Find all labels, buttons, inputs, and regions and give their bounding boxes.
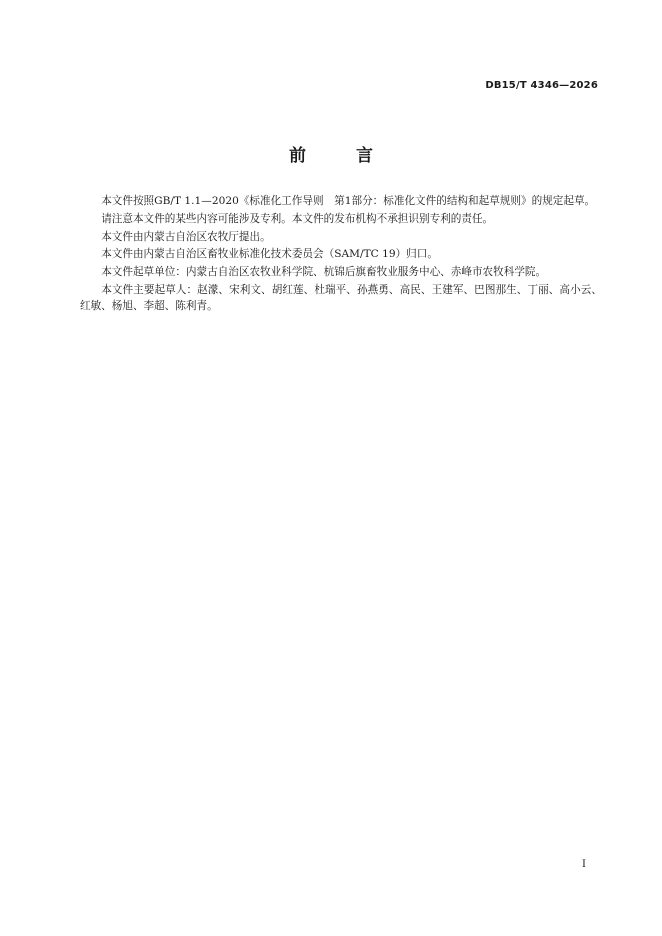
paragraph-drafting-rules: 本文件按照GB/T 1.1—2020《标准化工作导则 第1部分：标准化文件的结构和起草规则》的规定起草。	[101, 195, 596, 207]
paragraph-committee: 本文件由内蒙古自治区畜牧业标准化技术委员会（SAM/TC 19）归口。	[101, 248, 438, 261]
paragraph-patent-notice: 请注意本文件的某些内容可能涉及专利。本文件的发布机构不承担识别专利的责任。	[101, 212, 494, 225]
paragraph-proposer: 本文件由内蒙古自治区农牧厅提出。	[101, 230, 271, 243]
foreword-body	[80, 194, 602, 316]
page-number: I	[582, 859, 586, 870]
page-title: 前 言	[289, 146, 395, 166]
paragraph-drafters: 本文件主要起草人：赵濛、宋利文、胡红莲、杜瑞平、孙燕勇、高民、王建军、巴图那生、丁丽、高小云、红敏、杨旭、李超、陈利青。	[80, 283, 602, 312]
paragraph-drafting-units: 本文件起草单位：内蒙古自治区农牧业科学院、杭锦后旗畜牧业服务中心、赤峰市农牧科学院。	[101, 266, 547, 279]
document-code: DB15/T 4346—2026	[485, 80, 598, 91]
